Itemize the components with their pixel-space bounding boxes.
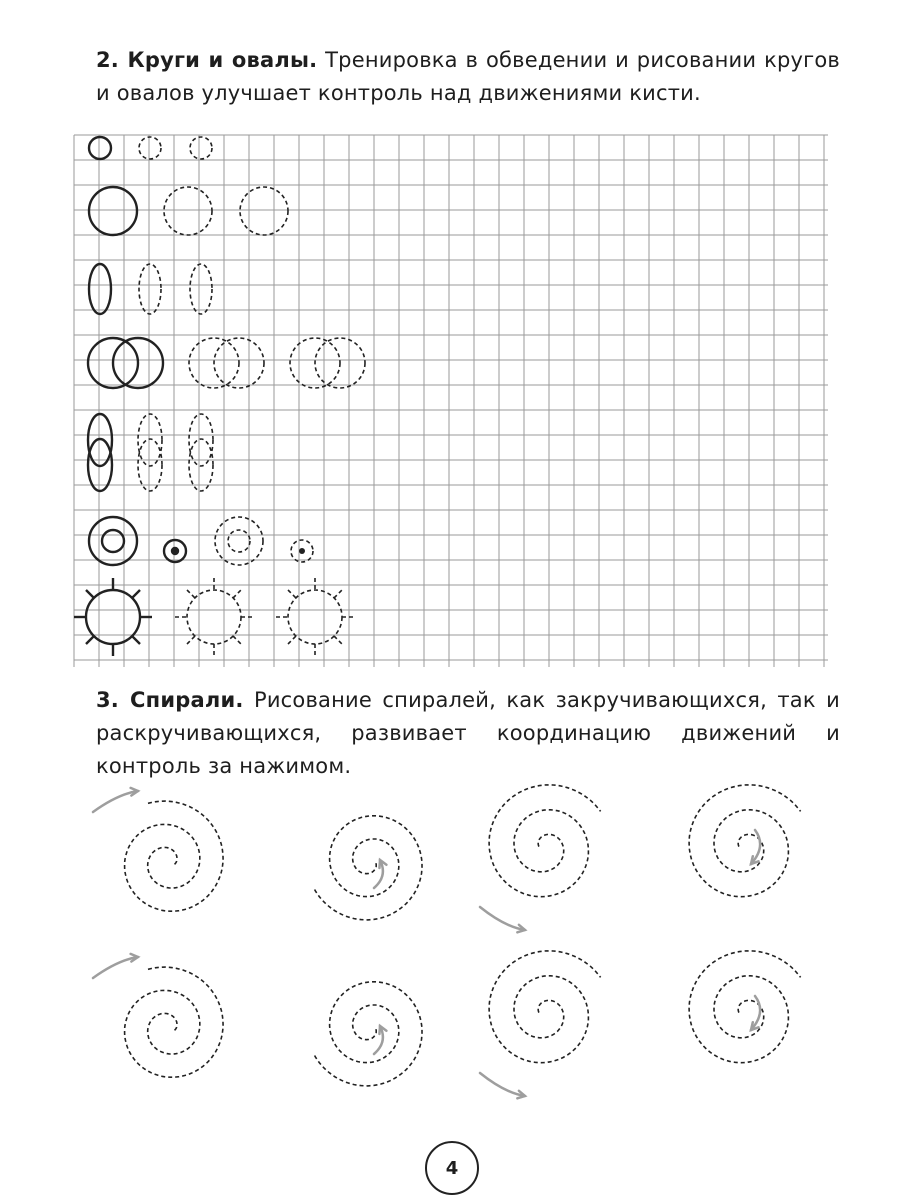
task-2-title: Круги и овалы. — [127, 48, 318, 72]
spiral-winding — [125, 801, 224, 911]
spiral-figures — [93, 785, 801, 1098]
task-2-text: Тренировка в обведении и рисовании кругов и овалов улучшает контроль над движениями кисти. — [96, 48, 840, 105]
spiral-unwinding — [314, 816, 422, 920]
spiral-unwinding — [314, 982, 422, 1086]
direction-arrow — [480, 1073, 525, 1096]
direction-arrow — [480, 907, 525, 930]
spiral-unwinding — [689, 951, 801, 1063]
page-number-label: 4 — [445, 1157, 459, 1179]
spiral-winding — [489, 785, 600, 897]
page-number — [425, 1141, 479, 1195]
spiral-unwinding — [689, 785, 801, 897]
task-2-number: 2. — [96, 48, 119, 72]
task-3-text: Рисование спиралей, как закручивающихся, так и раскручивающихся, развивает координацию движений и контроль за нажимом. — [96, 688, 840, 778]
task-3-number: 3. — [96, 688, 119, 712]
task-3-title: Спирали. — [130, 688, 244, 712]
spiral-winding — [125, 967, 224, 1077]
spiral-winding — [489, 951, 600, 1063]
